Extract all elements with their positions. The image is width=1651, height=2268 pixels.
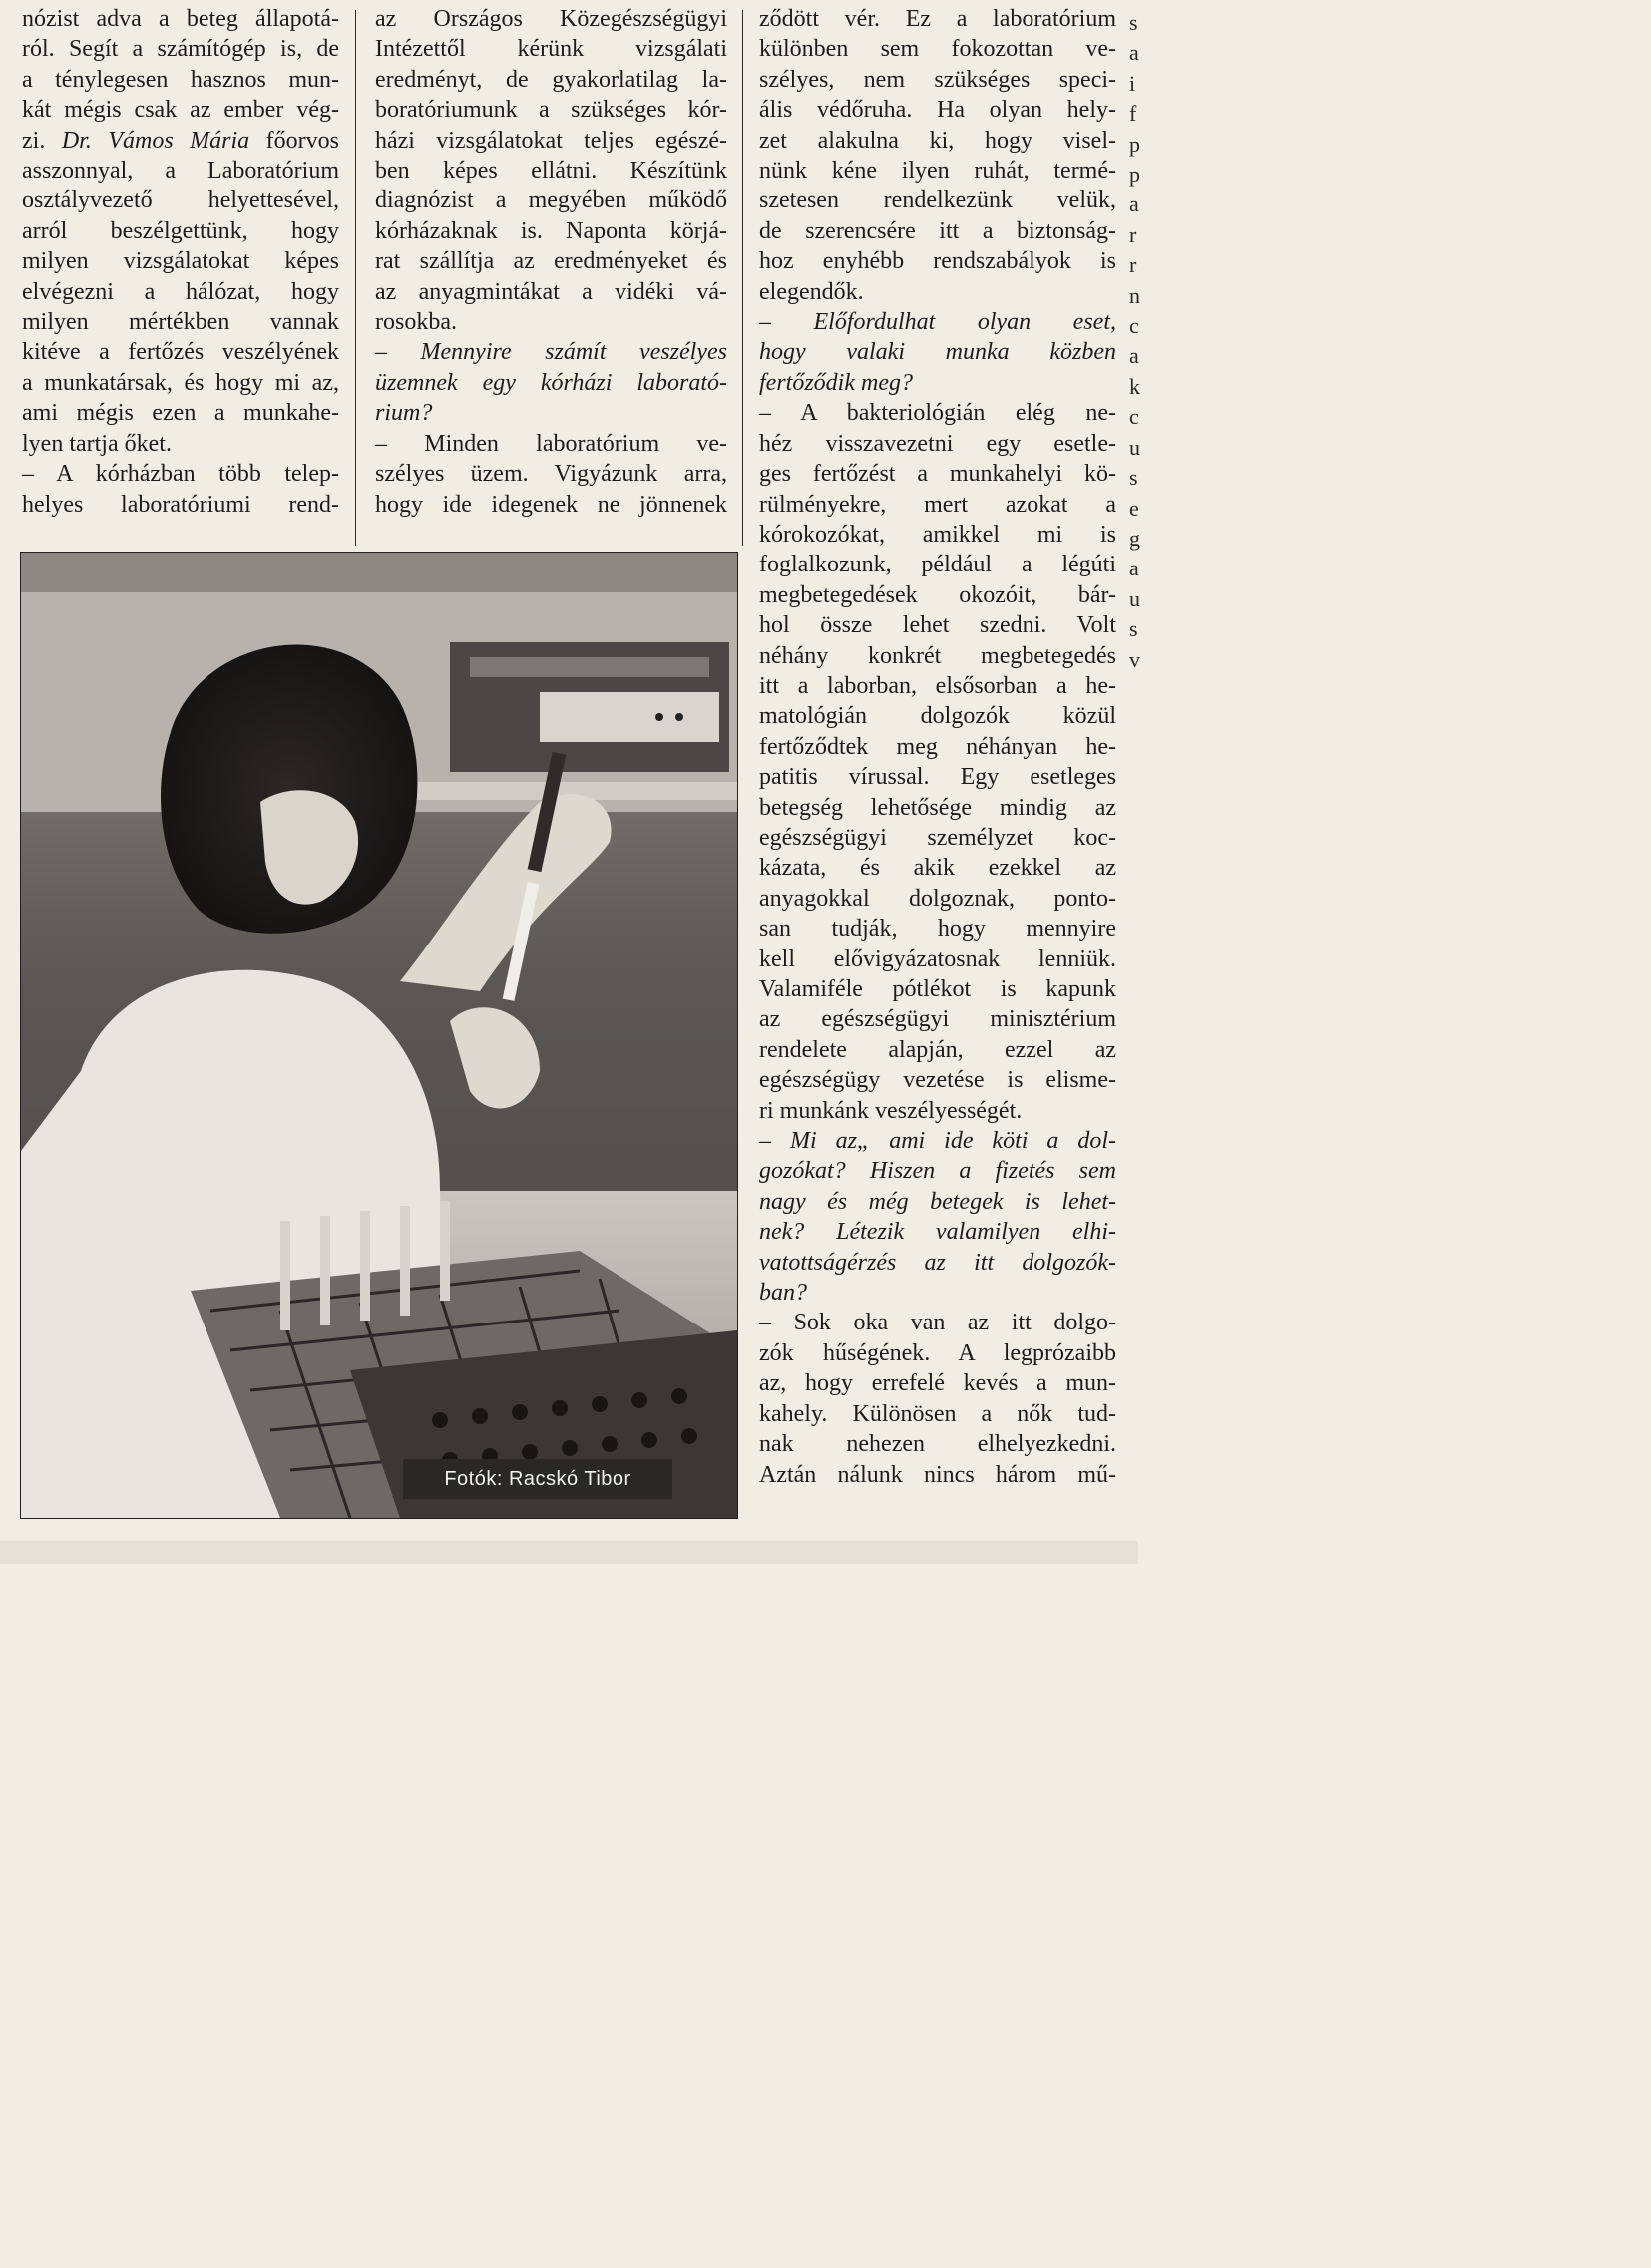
text-line: rülményekre, mert azokat a bbox=[759, 491, 1116, 518]
article-column-1 bbox=[22, 4, 339, 520]
text-line: ban? bbox=[759, 1280, 807, 1307]
text-line: lyen tartja őket. bbox=[22, 430, 172, 457]
text-line: helyes laboratóriumi rend- bbox=[22, 491, 339, 518]
text-line: Valamiféle pótlékot is kapunk bbox=[759, 976, 1116, 1002]
cropped-text-char: c bbox=[1129, 404, 1139, 430]
text-line: ges fertőzést a munkahelyi kö- bbox=[759, 461, 1116, 488]
text-line: milyen vizsgálatokat képes bbox=[22, 248, 339, 275]
text-line: eredményt, de gyakorlatilag la- bbox=[375, 66, 727, 93]
text-line: rosokba. bbox=[375, 309, 457, 336]
text-line: rat szállítja az eredményeket és bbox=[375, 248, 727, 275]
text-line: egészségügy vezetése is elisme- bbox=[759, 1067, 1116, 1094]
cropped-text-char: a bbox=[1129, 191, 1139, 217]
text-run: főorvos bbox=[249, 127, 339, 154]
cropped-text-char: u bbox=[1129, 434, 1140, 460]
text-line: milyen mértékben vannak bbox=[22, 309, 339, 336]
text-line: ami mégis ezen a munkahe- bbox=[22, 400, 339, 427]
text-line: – Mennyire számít veszélyes bbox=[375, 339, 727, 366]
cropped-text-char: r bbox=[1129, 252, 1137, 278]
cropped-column-edge bbox=[1129, 8, 1138, 686]
text-line: kahely. Különösen a nők tud- bbox=[759, 1400, 1116, 1427]
text-line: rium? bbox=[375, 400, 433, 427]
text-line: elegendők. bbox=[759, 278, 864, 305]
text-line: itt a laborban, elsősorban a he- bbox=[759, 672, 1116, 699]
text-line: a ténylegesen hasznos mun- bbox=[22, 66, 339, 93]
cropped-text-char: s bbox=[1129, 465, 1138, 491]
text-line: ződött vér. Ez a laboratórium bbox=[759, 6, 1116, 32]
text-line: boratóriumunk a szükséges kór- bbox=[375, 97, 727, 124]
cropped-text-char: s bbox=[1129, 616, 1138, 642]
text-line: ben képes ellátni. Készítünk bbox=[375, 158, 727, 185]
text-line: héz visszavezetni egy esetle- bbox=[759, 430, 1116, 457]
text-line: üzemnek egy kórházi laborató- bbox=[375, 369, 727, 396]
text-line: az Országos Közegészségügyi bbox=[375, 6, 727, 32]
cropped-text-char: k bbox=[1129, 373, 1140, 399]
text-line: nagy és még betegek is lehet- bbox=[759, 1188, 1116, 1215]
text-line: ális védőruha. Ha olyan hely- bbox=[759, 97, 1116, 124]
text-line: kát mégis csak az ember vég- bbox=[22, 97, 339, 124]
text-line: san tudják, hogy mennyire bbox=[759, 916, 1116, 943]
text-line: vatottságérzés az itt dolgozók- bbox=[759, 1249, 1116, 1276]
text-line: kórokozókat, amikkel mi is bbox=[759, 521, 1116, 548]
newspaper-page bbox=[0, 0, 1138, 1564]
text-line: szélyes, nem szükséges speci- bbox=[759, 66, 1116, 93]
text-line: – Előfordulhat olyan eset, bbox=[759, 309, 1116, 336]
text-line: egészségügyi személyzet koc- bbox=[759, 824, 1116, 851]
text-line: kórházaknak is. Naponta körjá- bbox=[375, 217, 727, 244]
text-line: betegség lehetősége mindig az bbox=[759, 794, 1116, 821]
cropped-text-char: e bbox=[1129, 495, 1139, 521]
cropped-text-char: c bbox=[1129, 313, 1139, 339]
text-line: de szerencsére itt a biztonság- bbox=[759, 217, 1116, 244]
text-line: – A bakteriológián elég ne- bbox=[759, 400, 1116, 427]
text-line: a munkatársak, és hogy mi az, bbox=[22, 369, 339, 396]
text-line: rendelete alapján, ezzel az bbox=[759, 1036, 1116, 1063]
cropped-text-char: a bbox=[1129, 556, 1139, 581]
text-line: hoz enyhébb rendszabályok is bbox=[759, 248, 1116, 275]
cropped-text-char: f bbox=[1129, 101, 1137, 127]
text-line: osztályvezető helyettesével, bbox=[22, 188, 339, 214]
cropped-text-char: r bbox=[1129, 221, 1137, 247]
text-line: szélyes üzem. Vigyázunk arra, bbox=[375, 461, 727, 488]
text-line: kell elővigyázatosnak lenniük. bbox=[759, 945, 1116, 972]
text-line: különben sem fokozottan ve- bbox=[759, 36, 1116, 63]
text-line: foglalkozunk, például a légúti bbox=[759, 552, 1116, 578]
text-line: diagnózist a megyében működő bbox=[375, 188, 727, 214]
article-column-2 bbox=[375, 4, 727, 520]
column-rule bbox=[742, 10, 743, 546]
text-line: az, hogy errefelé kevés a mun- bbox=[759, 1370, 1116, 1397]
text-line: – Minden laboratórium ve- bbox=[375, 430, 727, 457]
text-line: matológián dolgozók közül bbox=[759, 703, 1116, 730]
text-line: asszonnyal, a Laboratórium bbox=[22, 158, 339, 185]
text-line: ról. Segít a számítógép is, de bbox=[22, 36, 339, 63]
cropped-text-char: p bbox=[1129, 162, 1140, 188]
text-line bbox=[22, 126, 339, 156]
text-line: kitéve a fertőzés veszélyének bbox=[22, 339, 339, 366]
cropped-text-char: u bbox=[1129, 585, 1140, 611]
text-line: nek? Létezik valamilyen elhi- bbox=[759, 1219, 1116, 1246]
text-line: ri munkánk veszélyességét. bbox=[759, 1097, 1023, 1124]
text-line: fertőződik meg? bbox=[759, 369, 913, 396]
text-line: nünk kéne ilyen ruhát, termé- bbox=[759, 158, 1116, 185]
column-rule bbox=[355, 10, 356, 546]
cropped-text-char: a bbox=[1129, 40, 1139, 66]
text-line: zók hűségének. A legprózaibb bbox=[759, 1339, 1116, 1366]
cropped-text-char: n bbox=[1129, 282, 1140, 308]
text-line: az anyagmintákat a vidéki vá- bbox=[375, 278, 727, 305]
photo-credit: Fotók: Racskó Tibor bbox=[403, 1459, 672, 1499]
text-line: Intézettől kérünk vizsgálati bbox=[375, 36, 727, 63]
text-line: – A kórházban több telep- bbox=[22, 461, 339, 488]
text-line: szetesen rendelkezünk velük, bbox=[759, 188, 1116, 214]
cropped-text-char: i bbox=[1129, 70, 1136, 96]
text-line: kázata, és akik ezekkel az bbox=[759, 855, 1116, 882]
cropped-text-char: p bbox=[1129, 131, 1140, 157]
cropped-text-char: g bbox=[1129, 525, 1140, 551]
text-line: Aztán nálunk nincs három mű- bbox=[759, 1461, 1116, 1488]
italic-text: Dr. Vámos Mária bbox=[61, 127, 250, 154]
text-line: elvégezni a hálózat, hogy bbox=[22, 278, 339, 305]
page-bottom-margin bbox=[0, 1541, 1138, 1564]
text-line: házi vizsgálatokat teljes egészé- bbox=[375, 127, 727, 154]
text-line: megbetegedések okozóit, bár- bbox=[759, 581, 1116, 608]
cropped-text-char: s bbox=[1129, 10, 1138, 35]
text-line: hol össze lehet szedni. Volt bbox=[759, 612, 1116, 639]
text-line: arról beszélgettünk, hogy bbox=[22, 217, 339, 244]
text-line: anyagokkal dolgoznak, ponto- bbox=[759, 885, 1116, 912]
text-line: nózist adva a beteg állapotá- bbox=[22, 6, 339, 32]
text-line: nak nehezen elhelyezkedni. bbox=[759, 1431, 1116, 1458]
text-line: hogy ide idegenek ne jönnenek bbox=[375, 491, 727, 518]
lab-worker-photo bbox=[20, 552, 738, 1519]
cropped-text-char: v bbox=[1129, 646, 1140, 672]
text-line: gozókat? Hiszen a fizetés sem bbox=[759, 1158, 1116, 1185]
text-line: – Mi az„ ami ide köti a dol- bbox=[759, 1128, 1116, 1155]
text-line: patitis vírussal. Egy esetleges bbox=[759, 764, 1116, 791]
text-line: – Sok oka van az itt dolgo- bbox=[759, 1310, 1116, 1336]
photo-illustration bbox=[21, 553, 737, 1518]
text-line: néhány konkrét megbetegedés bbox=[759, 642, 1116, 669]
text-line: fertőződtek meg néhányan he- bbox=[759, 733, 1116, 760]
text-line: hogy valaki munka közben bbox=[759, 339, 1116, 366]
cropped-text-char: a bbox=[1129, 343, 1139, 369]
text-line: zet alakulna ki, hogy visel- bbox=[759, 127, 1116, 154]
text-line: az egészségügyi minisztérium bbox=[759, 1006, 1116, 1033]
text-run: zi. bbox=[22, 127, 62, 154]
article-column-3 bbox=[759, 4, 1116, 1490]
